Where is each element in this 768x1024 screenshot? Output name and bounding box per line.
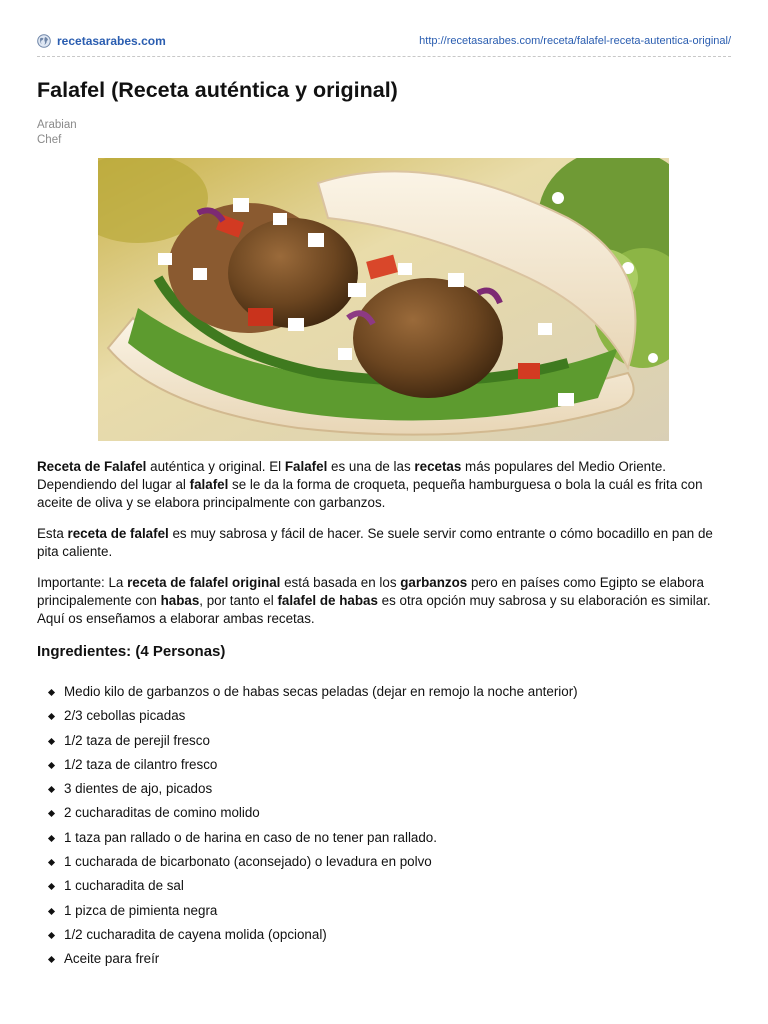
bold-term: receta de falafel — [67, 526, 169, 541]
author-byline — [37, 118, 77, 148]
bold-term: falafel — [189, 477, 229, 492]
bold-term: Receta de Falafel — [37, 459, 147, 474]
ingredient-item: Medio kilo de garbanzos o de habas secas peladas (dejar en remojo la noche anterior) — [37, 683, 731, 707]
ingredient-item: 1 pizca de pimienta negra — [37, 902, 731, 926]
bold-term: recetas — [414, 459, 462, 474]
text-run: es otra opción muy sabrosa y su elaboración es similar. Aquí os enseñamos a elaborar ambas recetas. — [37, 593, 711, 626]
page-title: Falafel (Receta auténtica y original) — [37, 78, 398, 102]
bold-term: garbanzos — [400, 575, 468, 590]
ingredient-item: 1 cucharadita de sal — [37, 877, 731, 901]
ingredient-item: Aceite para freír — [37, 950, 731, 974]
ingredients-list — [37, 683, 731, 975]
text-run: Esta — [37, 526, 68, 541]
author-line-2: Chef — [37, 134, 62, 146]
text-run: es muy sabrosa y fácil de hacer. Se suele servir como entrante o cómo bocadillo en pan de pita caliente. — [37, 526, 713, 559]
text-run: está basada en los — [280, 575, 401, 590]
falafel-photo — [98, 158, 669, 441]
globe-icon — [37, 34, 51, 48]
site-name-link[interactable]: recetasarabes.com — [57, 34, 166, 48]
bold-term: falafel de habas — [277, 593, 378, 608]
ingredient-item: 1/2 taza de perejil fresco — [37, 732, 731, 756]
top-bar — [37, 32, 731, 50]
ingredient-item: 1 taza pan rallado o de harina en caso de no tener pan rallado. — [37, 829, 731, 853]
text-run: se le da la forma de croqueta, pequeña hamburguesa o bola la cuál es frita con aceite de oliva y se elabora principalmente con garbanzos. — [37, 477, 703, 510]
text-run: es una de las — [327, 459, 415, 474]
ingredient-item: 1/2 cucharadita de cayena molida (opcional) — [37, 926, 731, 950]
paragraph-3 — [37, 574, 731, 628]
author-line-1: Arabian — [37, 119, 77, 131]
ingredient-item: 1 cucharada de bicarbonato (aconsejado) o levadura en polvo — [37, 853, 731, 877]
text-run: Importante: La — [37, 575, 128, 590]
site-link[interactable] — [37, 34, 166, 48]
ingredient-item: 3 dientes de ajo, picados — [37, 780, 731, 804]
bold-term: habas — [160, 593, 200, 608]
intro-paragraphs — [37, 458, 731, 628]
text-run: más populares del Medio Oriente. Dependiendo del lugar al — [37, 459, 667, 492]
header-divider — [37, 56, 731, 57]
bold-term: receta de falafel original — [127, 575, 281, 590]
text-run: auténtica y original. El — [146, 459, 285, 474]
ingredient-item: 2 cucharaditas de comino molido — [37, 804, 731, 828]
falafel-illustration — [98, 158, 669, 441]
page-url-link[interactable]: http://recetasarabes.com/receta/falafel-receta-autentica-original/ — [419, 35, 731, 47]
bold-term: Falafel — [284, 459, 328, 474]
paragraph-1 — [37, 458, 731, 512]
paragraph-2 — [37, 525, 731, 561]
text-run: , por tanto el — [199, 593, 278, 608]
text-run: pero en países como Egipto se elabora principalemente con — [37, 575, 704, 608]
ingredients-heading: Ingredientes: (4 Personas) — [37, 643, 226, 660]
ingredient-item: 2/3 cebollas picadas — [37, 707, 731, 731]
ingredient-item: 1/2 taza de cilantro fresco — [37, 756, 731, 780]
article-body — [37, 458, 731, 975]
